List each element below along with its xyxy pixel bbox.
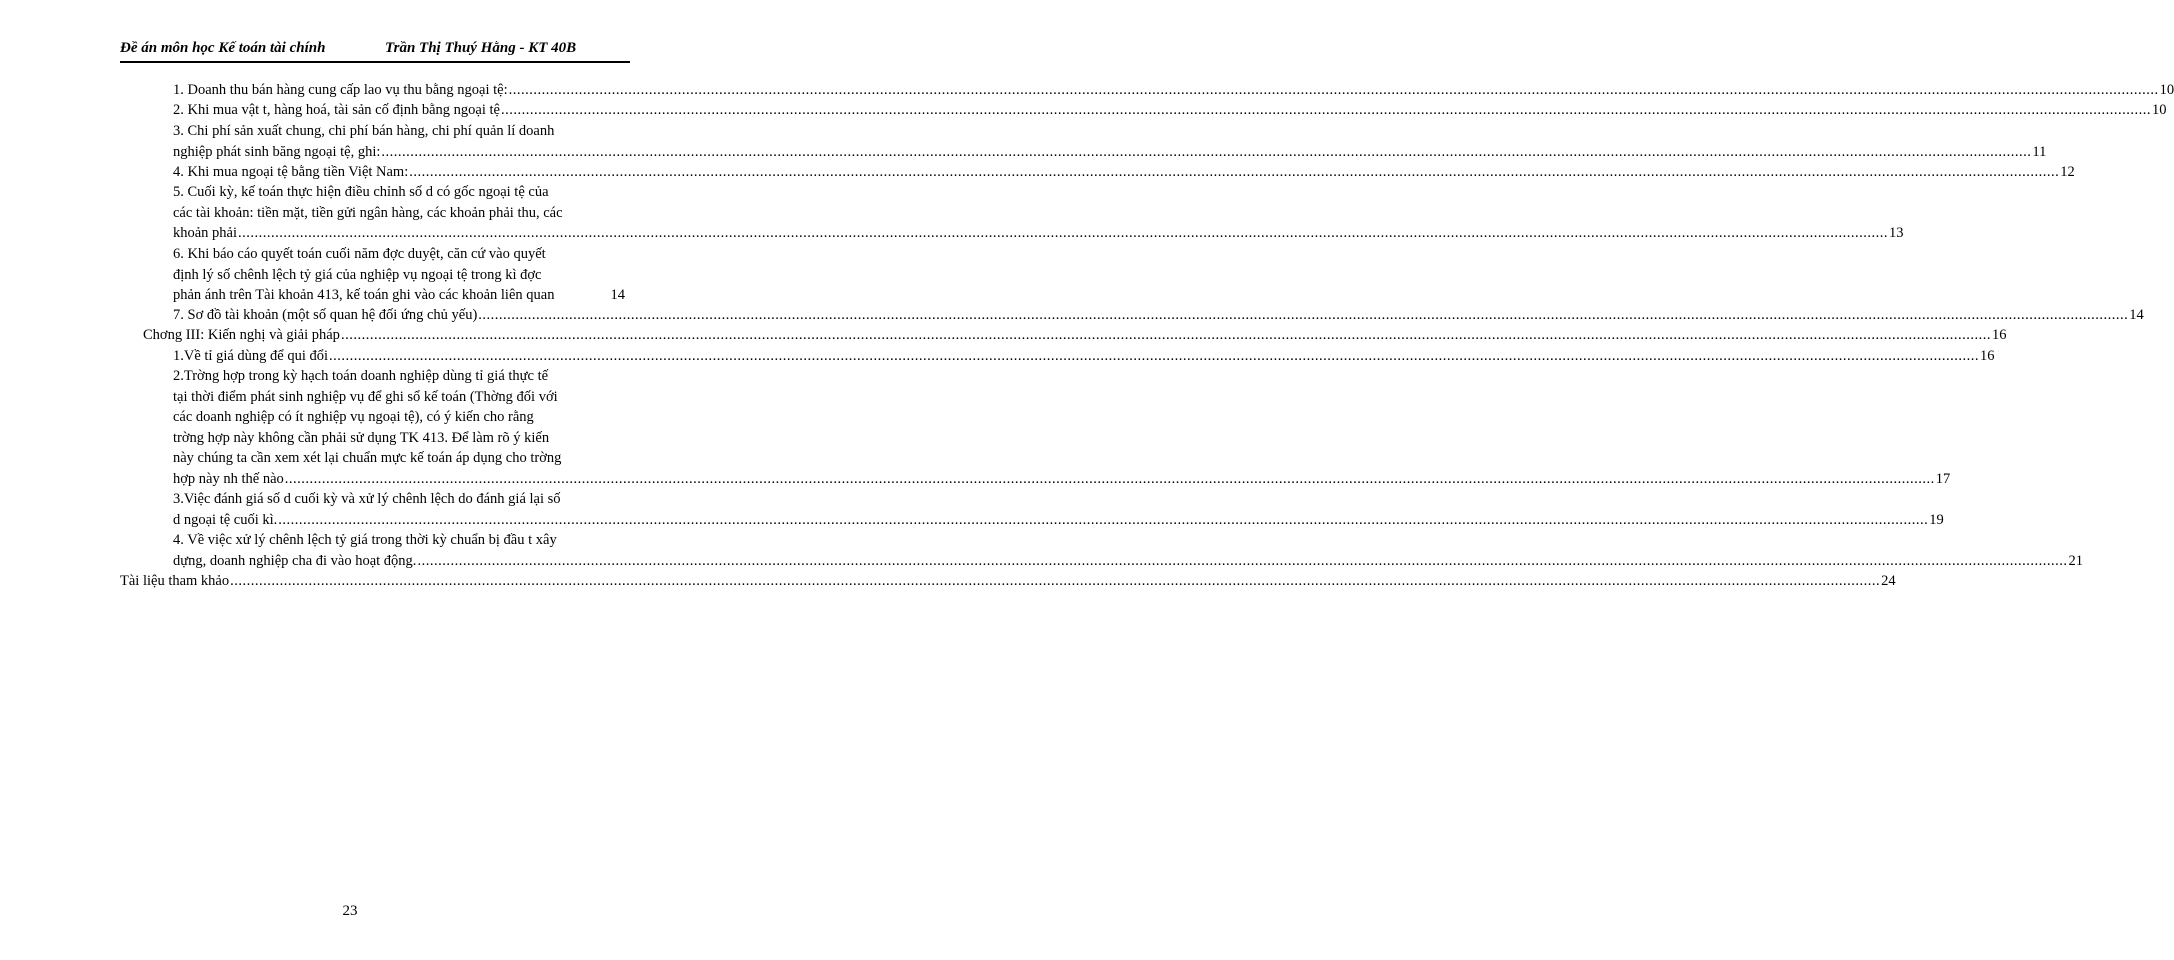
toc-entry-text: 3.Việc đánh giá số d cuối kỳ và xử lý chênh lệch do đánh giá lại số	[173, 491, 561, 507]
toc-entry-page: 10	[2159, 82, 2174, 98]
toc-entry-text: dựng, doanh nghiệp cha đi vào hoạt động.	[173, 552, 417, 569]
toc-entry-page: 14	[610, 287, 625, 303]
toc-entry-line	[173, 551, 2083, 572]
toc-entry-text: trờng hợp này không cần phải sử dụng TK 413. Để làm rõ ý kiến	[173, 429, 550, 446]
toc-entry-text: khoản phải	[173, 225, 238, 241]
toc-entry-line	[173, 305, 2144, 326]
toc-entry-text: này chúng ta cần xem xét lại chuẩn mực kế toán áp dụng cho trờng	[173, 450, 562, 466]
toc-entry-text: Chơng III: Kiến nghị và giải pháp	[143, 327, 340, 343]
dot-leader: ................................................................................................................................................................................................................................................................................................................................................................................................................	[284, 470, 1935, 487]
toc-entry	[173, 346, 1995, 367]
toc-entry-line	[120, 571, 1896, 592]
toc-entry	[173, 162, 2075, 183]
page-header	[120, 38, 630, 60]
toc-entry-text: nghiệp phát sinh băng ngoại tệ, ghi:	[173, 143, 381, 160]
toc-entry-line	[173, 142, 2047, 163]
toc-entry	[173, 244, 625, 306]
toc-entry-page: 10	[2151, 102, 2167, 118]
dot-leader: ................................................................................................................................................................................................................................................................................................................................................................................................................	[500, 102, 2151, 118]
header-rule	[120, 61, 630, 63]
toc-entry-text: 1. Doanh thu bán hàng cung cấp lao vụ thu bằng ngoại tệ:	[173, 82, 508, 98]
toc-entry-page: 11	[2032, 143, 2047, 160]
toc-entry-text: hợp này nh thế nào	[173, 470, 284, 487]
page-number: 23	[342, 903, 358, 919]
toc-entry	[173, 100, 2167, 121]
toc-entry-text: 4. Về việc xử lý chênh lệch tỷ giá trong thời kỳ chuẩn bị đầu t xây	[173, 532, 557, 548]
toc-entry-line	[173, 100, 2167, 121]
dot-leader: ................................................................................................................................................................................................................................................................................................................................................................................................................	[409, 164, 2060, 180]
header-course-title: Đề án môn học Kế toán tài chính	[120, 40, 326, 56]
toc-entry-text: 1.Về tỉ giá dùng để qui đổi	[173, 348, 329, 364]
header-author: Trần Thị Thuý Hằng - KT 40B	[385, 40, 577, 56]
toc-entry-page: 16	[1991, 327, 2007, 343]
toc-entry	[173, 366, 1951, 489]
toc-entry-text: Tài liệu tham khảo	[120, 573, 230, 589]
toc-entry-line	[173, 285, 625, 306]
dot-leader: ................................................................................................................................................................................................................................................................................................................................................................................................................	[508, 82, 2159, 98]
toc-entry	[173, 80, 2174, 101]
dot-leader: ................................................................................................................................................................................................................................................................................................................................................................................................................	[340, 327, 1991, 343]
toc-entry-text: 2. Khi mua vật t, hàng hoá, tài sản cố định bằng ngoại tệ	[173, 102, 500, 118]
toc-entry-text: 5. Cuối kỳ, kế toán thực hiện điều chỉnh số d có gốc ngoại tệ của	[173, 184, 549, 200]
toc-entry-line	[173, 346, 1995, 367]
toc-entry-page: 12	[2060, 164, 2075, 180]
dot-leader: ................................................................................................................................................................................................................................................................................................................................................................................................................	[329, 348, 1980, 364]
toc-entry-page: 14	[2129, 307, 2144, 323]
toc-entry-page: 13	[1889, 225, 1904, 241]
toc-entry-text: 3. Chi phí sản xuất chung, chi phí bán hàng, chi phí quản lí doanh	[173, 123, 555, 139]
toc-entry-page: 24	[1881, 573, 1896, 589]
toc-entry	[173, 182, 1904, 244]
toc-entry-line	[173, 469, 1951, 490]
toc-entry-text: 6. Khi báo cáo quyết toán cuối năm đợc duyệt, căn cứ vào quyết	[173, 246, 546, 262]
toc-entry	[173, 305, 2144, 326]
toc-entry-text: định lý số chênh lệch tỷ giá của nghiệp vụ ngoại tệ trong kì đợc	[173, 266, 542, 283]
toc-entry	[173, 489, 1944, 530]
toc-entry-text: tại thời điểm phát sinh nghiệp vụ để ghi sổ kế toán (Thờng đối với	[173, 388, 558, 405]
toc-entry-page: 16	[1980, 348, 1995, 364]
dot-leader: ................................................................................................................................................................................................................................................................................................................................................................................................................	[417, 552, 2068, 569]
toc-entry-text: các doanh nghiệp có ít nghiệp vụ ngoại tệ), có ý kiến cho rằng	[173, 409, 534, 425]
toc-entry-page: 17	[1935, 470, 1951, 487]
dot-leader: ................................................................................................................................................................................................................................................................................................................................................................................................................	[230, 573, 1881, 589]
dot-leader: ................................................................................................................................................................................................................................................................................................................................................................................................................	[381, 143, 2032, 160]
dot-leader: ................................................................................................................................................................................................................................................................................................................................................................................................................	[238, 225, 1889, 241]
toc-entry	[143, 325, 2007, 346]
toc-entry-line	[143, 325, 2007, 346]
toc-entry-text: 7. Sơ đồ tài khoản (một số quan hệ đối ứng chủ yếu)	[173, 307, 478, 323]
toc-entry	[173, 121, 2047, 162]
toc-entry-line	[173, 223, 1904, 244]
dot-leader: ................................................................................................................................................................................................................................................................................................................................................................................................................	[478, 307, 2129, 323]
toc-entry-text: d ngoại tệ cuối kì.	[173, 511, 278, 528]
toc-entry	[173, 530, 2083, 571]
toc-entry-line	[173, 80, 2174, 101]
toc-entry	[120, 571, 1896, 592]
toc-entry-line	[173, 162, 2075, 183]
dot-leader: ................................................................................................................................................................................................................................................................................................................................................................................................................	[278, 511, 1929, 528]
toc-entry-text: 4. Khi mua ngoại tệ bằng tiền Việt Nam:	[173, 164, 409, 180]
toc-entry-line	[173, 510, 1944, 531]
toc-entry-page: 21	[2068, 552, 2083, 569]
dot-leader	[555, 285, 609, 306]
toc-entry-text: 2.Trờng hợp trong kỳ hạch toán doanh nghiệp dùng tỉ giá thực tế	[173, 368, 549, 384]
toc-entry-text: các tài khoản: tiền mặt, tiền gửi ngân hàng, các khoản phải thu, các	[173, 204, 563, 221]
toc-entry-text: phản ánh trên Tài khoản 413, kế toán ghi vào các khoản liên quan	[173, 287, 555, 303]
toc-entry-page: 19	[1929, 511, 1944, 528]
